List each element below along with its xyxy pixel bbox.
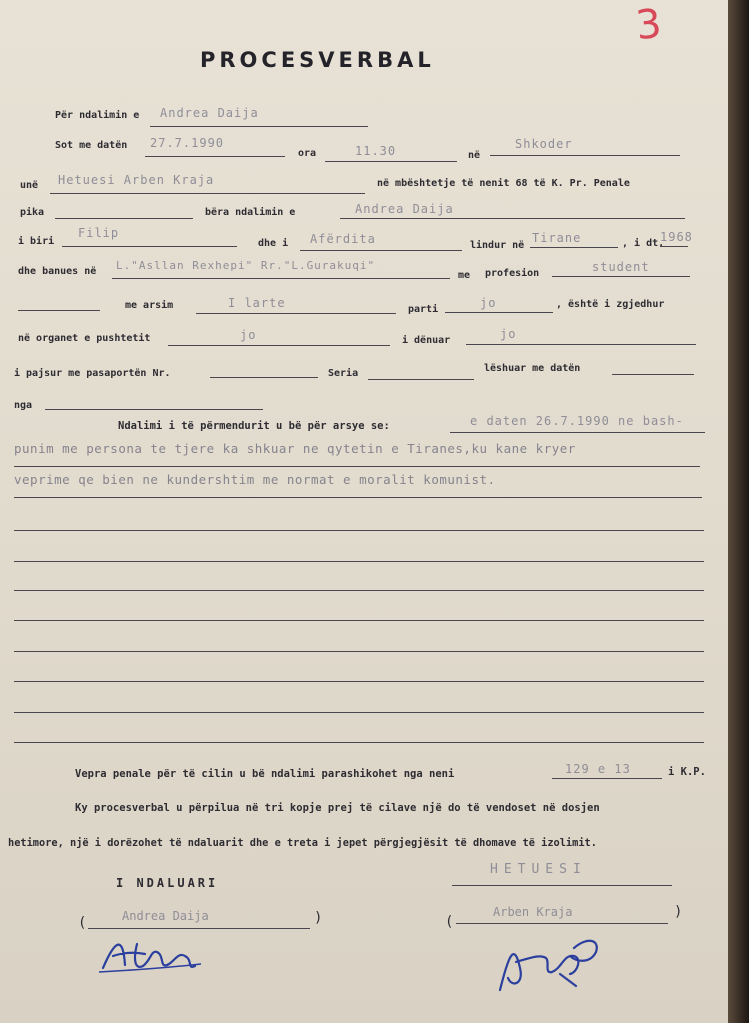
field-line [552,778,662,779]
mother-name: Afërdita [310,232,376,246]
label-pasaporta: i pajsur me pasaportën Nr. [14,368,171,379]
rule-line [14,530,704,531]
date-value: 27.7.1990 [150,136,225,150]
investigator-typed-name: Arben Kraja [493,905,573,919]
label-i-biri: i biri [18,236,55,247]
label-ndalimin: Për ndalimin e [55,110,140,121]
label-leshuar: lëshuar me datën [484,363,581,374]
detainee-typed-name: Andrea Daija [122,909,209,923]
field-line [300,250,462,251]
detainee-signature [95,930,210,980]
field-line [450,432,705,433]
label-dhe-i: dhe i [258,238,289,249]
left-close-paren: ) [314,910,323,926]
page-number: 3 [633,0,664,50]
investigator-name: Hetuesi Arben Kraja [58,173,215,187]
label-lindur: lindur në [470,240,525,251]
page-edge-shadow [728,0,749,1023]
place-value: Shkoder [515,137,573,151]
label-legal-basis: në mbështetje të nenit 68 të K. Pr. Penale [377,178,630,189]
label-zgjedhur: , është i zgjedhur [556,299,665,310]
field-line [112,278,450,279]
label-une: unë [20,180,39,191]
field-line [168,345,390,346]
label-pika: pika [20,207,45,218]
rule-line [14,561,704,562]
education-value: I larte [228,296,286,310]
label-seria: Seria [328,368,359,379]
address-value: L."Asllan Rexhepi" Rr."L.Gurakuqi" [116,259,376,272]
reason-line-1: punim me persona te tjere ka shkuar ne qytetin e Tiranes,ku kane kryer [14,441,576,456]
right-close-paren: ) [674,904,683,920]
closing-distribution: hetimore, një i dorëzohet të ndaluarit dhe e treta i jepet përgjegjësit të dhomave të izolimit. [8,837,597,849]
signature-line [88,928,310,929]
document-title: PROCESVERBAL [200,48,435,72]
label-me: me [458,270,471,281]
field-line [18,310,100,311]
investigator-heading: HETUESI [490,862,587,877]
rule-line [14,497,702,498]
reason-start: e daten 26.7.1990 ne bash- [470,414,684,428]
field-line [445,312,553,313]
field-line [340,218,685,219]
rule-line [14,466,700,467]
detainee-name: Andrea Daija [160,106,259,120]
birthplace-value: Tirane [532,231,582,245]
arrested-name: Andrea Daija [355,202,454,216]
label-place: në [468,150,481,161]
convicted-value: jo [500,327,517,341]
rule-line [14,742,704,743]
profession-value: student [592,260,650,274]
rule-line [14,620,704,621]
right-open-paren: ( [445,914,454,930]
label-time: ora [298,148,317,159]
label-banues: dhe banues në [18,266,97,277]
label-date: Sot me datën [55,140,128,151]
left-open-paren: ( [78,915,87,931]
label-arsim: me arsim [125,300,174,311]
article-value: 129 e 13 [565,762,631,776]
father-name: Filip [78,226,120,240]
label-nga: nga [14,400,33,411]
closing-kp-label: i K.P. [668,766,706,778]
field-line [490,155,680,156]
field-line [325,161,457,162]
field-line [45,409,263,410]
field-line [466,344,696,345]
field-line [210,377,318,378]
field-line [145,156,285,157]
field-line [55,218,193,219]
label-bera-ndalimin: bëra ndalimin e [205,207,296,218]
signature-line [456,923,668,924]
rule-line [14,651,704,652]
label-denuar: i dënuar [402,335,451,346]
detainee-heading: I NDALUARI [116,876,219,890]
closing-copies: Ky procesverbal u përpilua në tri kopje prej të cilave një do të vendoset në dosjen [75,802,600,814]
rule-line [14,681,704,682]
label-dt: , i dt. [622,238,665,249]
field-line [62,246,237,247]
field-line [660,246,688,247]
label-parti: parti [408,304,439,315]
rule-line [14,712,704,713]
field-line [50,193,365,194]
field-line [368,379,474,380]
rule-line [14,590,704,591]
field-line [150,126,368,127]
closing-article-label: Vepra penale për të cilin u bë ndalimi parashikohet nga neni [75,768,455,780]
investigator-signature [490,928,610,998]
field-line [552,276,690,277]
government-value: jo [240,328,257,342]
reason-line-2: veprime qe bien ne kundershtim me normat e moralit komunist. [14,472,496,487]
label-profesion: profesion [485,268,540,279]
birth-year: 1968 [660,230,693,244]
label-arsye: Ndalimi i të përmendurit u bë për arsye se: [118,420,390,432]
party-value: jo [480,296,497,310]
time-value: 11.30 [355,144,397,158]
field-line [612,374,694,375]
label-organet: në organet e pushtetit [18,333,151,344]
field-line [530,247,618,248]
heading-line [452,885,672,886]
field-line [196,313,396,314]
